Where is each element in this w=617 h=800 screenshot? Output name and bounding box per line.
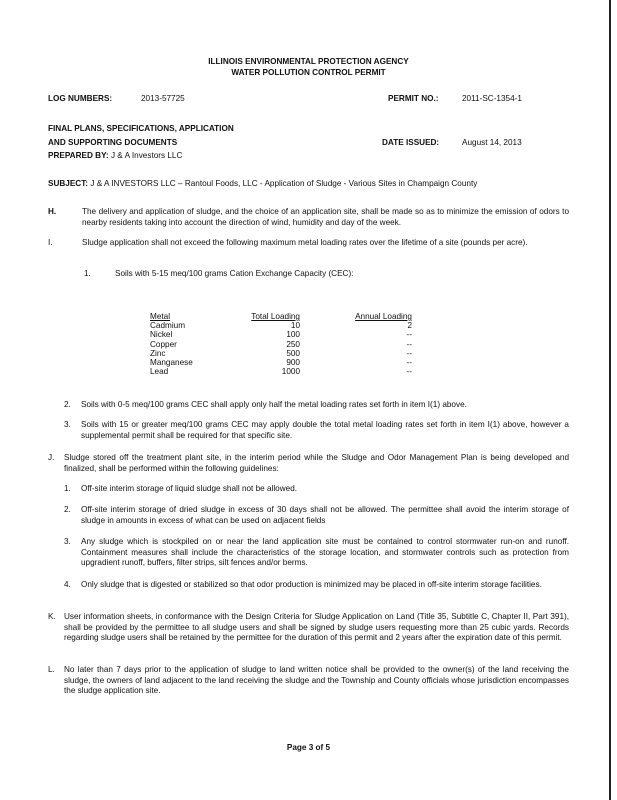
- subject-label: SUBJECT:: [48, 179, 89, 188]
- section-h-text: The delivery and application of sludge, and the choice of an application site, shall be made so as to minimize the emission of odors to nearby residents taking into account the direction of wind, humidity and day of the week.: [82, 207, 569, 227]
- subject-line: [48, 179, 477, 190]
- table-cell: --: [406, 358, 412, 368]
- table-cell: 100: [286, 330, 300, 340]
- prepared-by: [48, 151, 182, 162]
- table-cell: Nickel: [150, 330, 173, 340]
- section-i-label: I.: [48, 238, 53, 247]
- section-k-label: K.: [48, 612, 56, 621]
- table-cell: --: [406, 339, 412, 349]
- table-row: [150, 349, 412, 358]
- log-numbers-value: 2013-57725: [141, 94, 185, 103]
- page-edge: [609, 0, 611, 800]
- table-cell: 10: [290, 321, 300, 331]
- table-cell: Cadmium: [150, 321, 186, 331]
- table-row: [150, 358, 412, 367]
- permit-no-value: 2011-SC-1354-1: [462, 94, 522, 103]
- table-cell: Copper: [150, 339, 177, 349]
- table-cell: 500: [286, 348, 300, 358]
- table-cell: --: [406, 330, 412, 340]
- table-header-row: [150, 312, 412, 321]
- section-j-item2-text: Off-site interim storage of dried sludge in excess of 30 days shall not be allowed. The permittee shall avoid the interim storage of sludge in amounts in excess of what can be used on adjacent fields: [81, 505, 569, 525]
- section-i-item2-label: 2.: [64, 400, 71, 409]
- table-cell: Lead: [150, 367, 169, 377]
- section-j-item4-text: Only sludge that is digested or stabilized so that odor production is minimized may be placed in off-site interim storage facilities.: [81, 580, 542, 589]
- section-i-item3-label: 3.: [64, 420, 71, 429]
- table-cell: --: [406, 367, 412, 377]
- table-cell: Zinc: [150, 348, 166, 358]
- table-row: [150, 321, 412, 330]
- table-cell: 1000: [281, 367, 300, 377]
- prepared-by-label: PREPARED BY:: [48, 151, 109, 160]
- section-j-item4-label: 4.: [64, 580, 71, 589]
- section-i-text: Sludge application shall not exceed the following maximum metal loading rates over the lifetime of a site (pounds per acre).: [82, 238, 528, 247]
- plans-line1: FINAL PLANS, SPECIFICATIONS, APPLICATION: [48, 124, 234, 133]
- page-number: Page 3 of 5: [286, 743, 331, 752]
- col-annual-header: Annual Loading: [355, 312, 412, 321]
- section-j-label: J.: [48, 453, 55, 462]
- metal-loading-table: [150, 312, 412, 376]
- section-j-text: Sludge stored off the treatment plant site, in the interim period while the Sludge and Odor Management Plan is being developed and finalized, shall be performed within the following guidelines:: [64, 453, 569, 473]
- table-row: [150, 330, 412, 339]
- table-cell: 2: [407, 321, 412, 331]
- prepared-by-value: J & A Investors LLC: [110, 151, 183, 160]
- section-j-item2-label: 2.: [64, 505, 71, 514]
- agency-title: ILLINOIS ENVIRONMENTAL PROTECTION AGENCY: [208, 57, 409, 66]
- table-cell: --: [406, 348, 412, 358]
- section-j-item3-label: 3.: [64, 537, 71, 546]
- col-total-header: Total Loading: [251, 312, 300, 321]
- section-i-item3-text: Soils with 15 or greater meq/100 grams CEC may apply double the total metal loading rates set forth in item I(1) above, however a supplemental permit shall be required for that specific site.: [81, 420, 569, 440]
- section-k-text: User information sheets, in conformance with the Design Criteria for Sludge Application on Land (Title 35, Subtitle C, Chapter II, Part 391), shall be provided by the permittee to all sludge users and shall be signed by sludge users requesting more than 25 cubic yards. Records regarding sludge users shall be retained by the permittee for the duration of this permit and 2 years after the expiration date of this permit.: [64, 612, 569, 642]
- section-i-item1-text: Soils with 5-15 meq/100 grams Cation Exchange Capacity (CEC):: [115, 269, 354, 278]
- section-l-label: L.: [48, 665, 55, 674]
- table-row: [150, 367, 412, 376]
- section-j-item3-text: Any sludge which is stockpiled on or near the land application site must be contained to control stormwater run-on and runoff. Containment measures shall include the characteristics of the storage location, and stormwater controls such as protection from upgradient runoff, buffers, filter strips, silt fences and/or berms.: [81, 537, 569, 567]
- date-issued-label: DATE ISSUED:: [382, 138, 440, 147]
- section-l-text: No later than 7 days prior to the application of sludge to land written notice shall be provided to the owner(s) of the land receiving the sludge, the owners of land adjacent to the land receiving the sludge and the Township and County officials whose jurisdiction encompasses the sludge application site.: [64, 665, 569, 695]
- table-cell: Manganese: [150, 358, 193, 368]
- section-j-item1-label: 1.: [64, 484, 71, 493]
- permit-no-label: PERMIT NO.:: [388, 94, 439, 103]
- col-metal-header: Metal: [150, 312, 171, 321]
- table-cell: 250: [286, 339, 300, 349]
- section-h-label: H.: [48, 207, 57, 216]
- section-i-item2-text: Soils with 0-5 meq/100 grams CEC shall apply only half the metal loading rates set forth in item I(1) above.: [81, 400, 467, 409]
- subject-value: J & A INVESTORS LLC – Rantoul Foods, LLC - Application of Sludge - Various Sites in Champaign County: [90, 179, 478, 188]
- log-numbers-label: LOG NUMBERS:: [48, 94, 113, 103]
- section-i-item1-label: 1.: [84, 269, 91, 278]
- table-cell: 900: [286, 358, 300, 368]
- section-j-item1-text: Off-site interim storage of liquid sludge shall not be allowed.: [81, 484, 298, 493]
- permit-type-title: WATER POLLUTION CONTROL PERMIT: [231, 68, 386, 77]
- table-row: [150, 340, 412, 349]
- plans-line2: AND SUPPORTING DOCUMENTS: [48, 138, 178, 147]
- date-issued-value: August 14, 2013: [462, 138, 522, 147]
